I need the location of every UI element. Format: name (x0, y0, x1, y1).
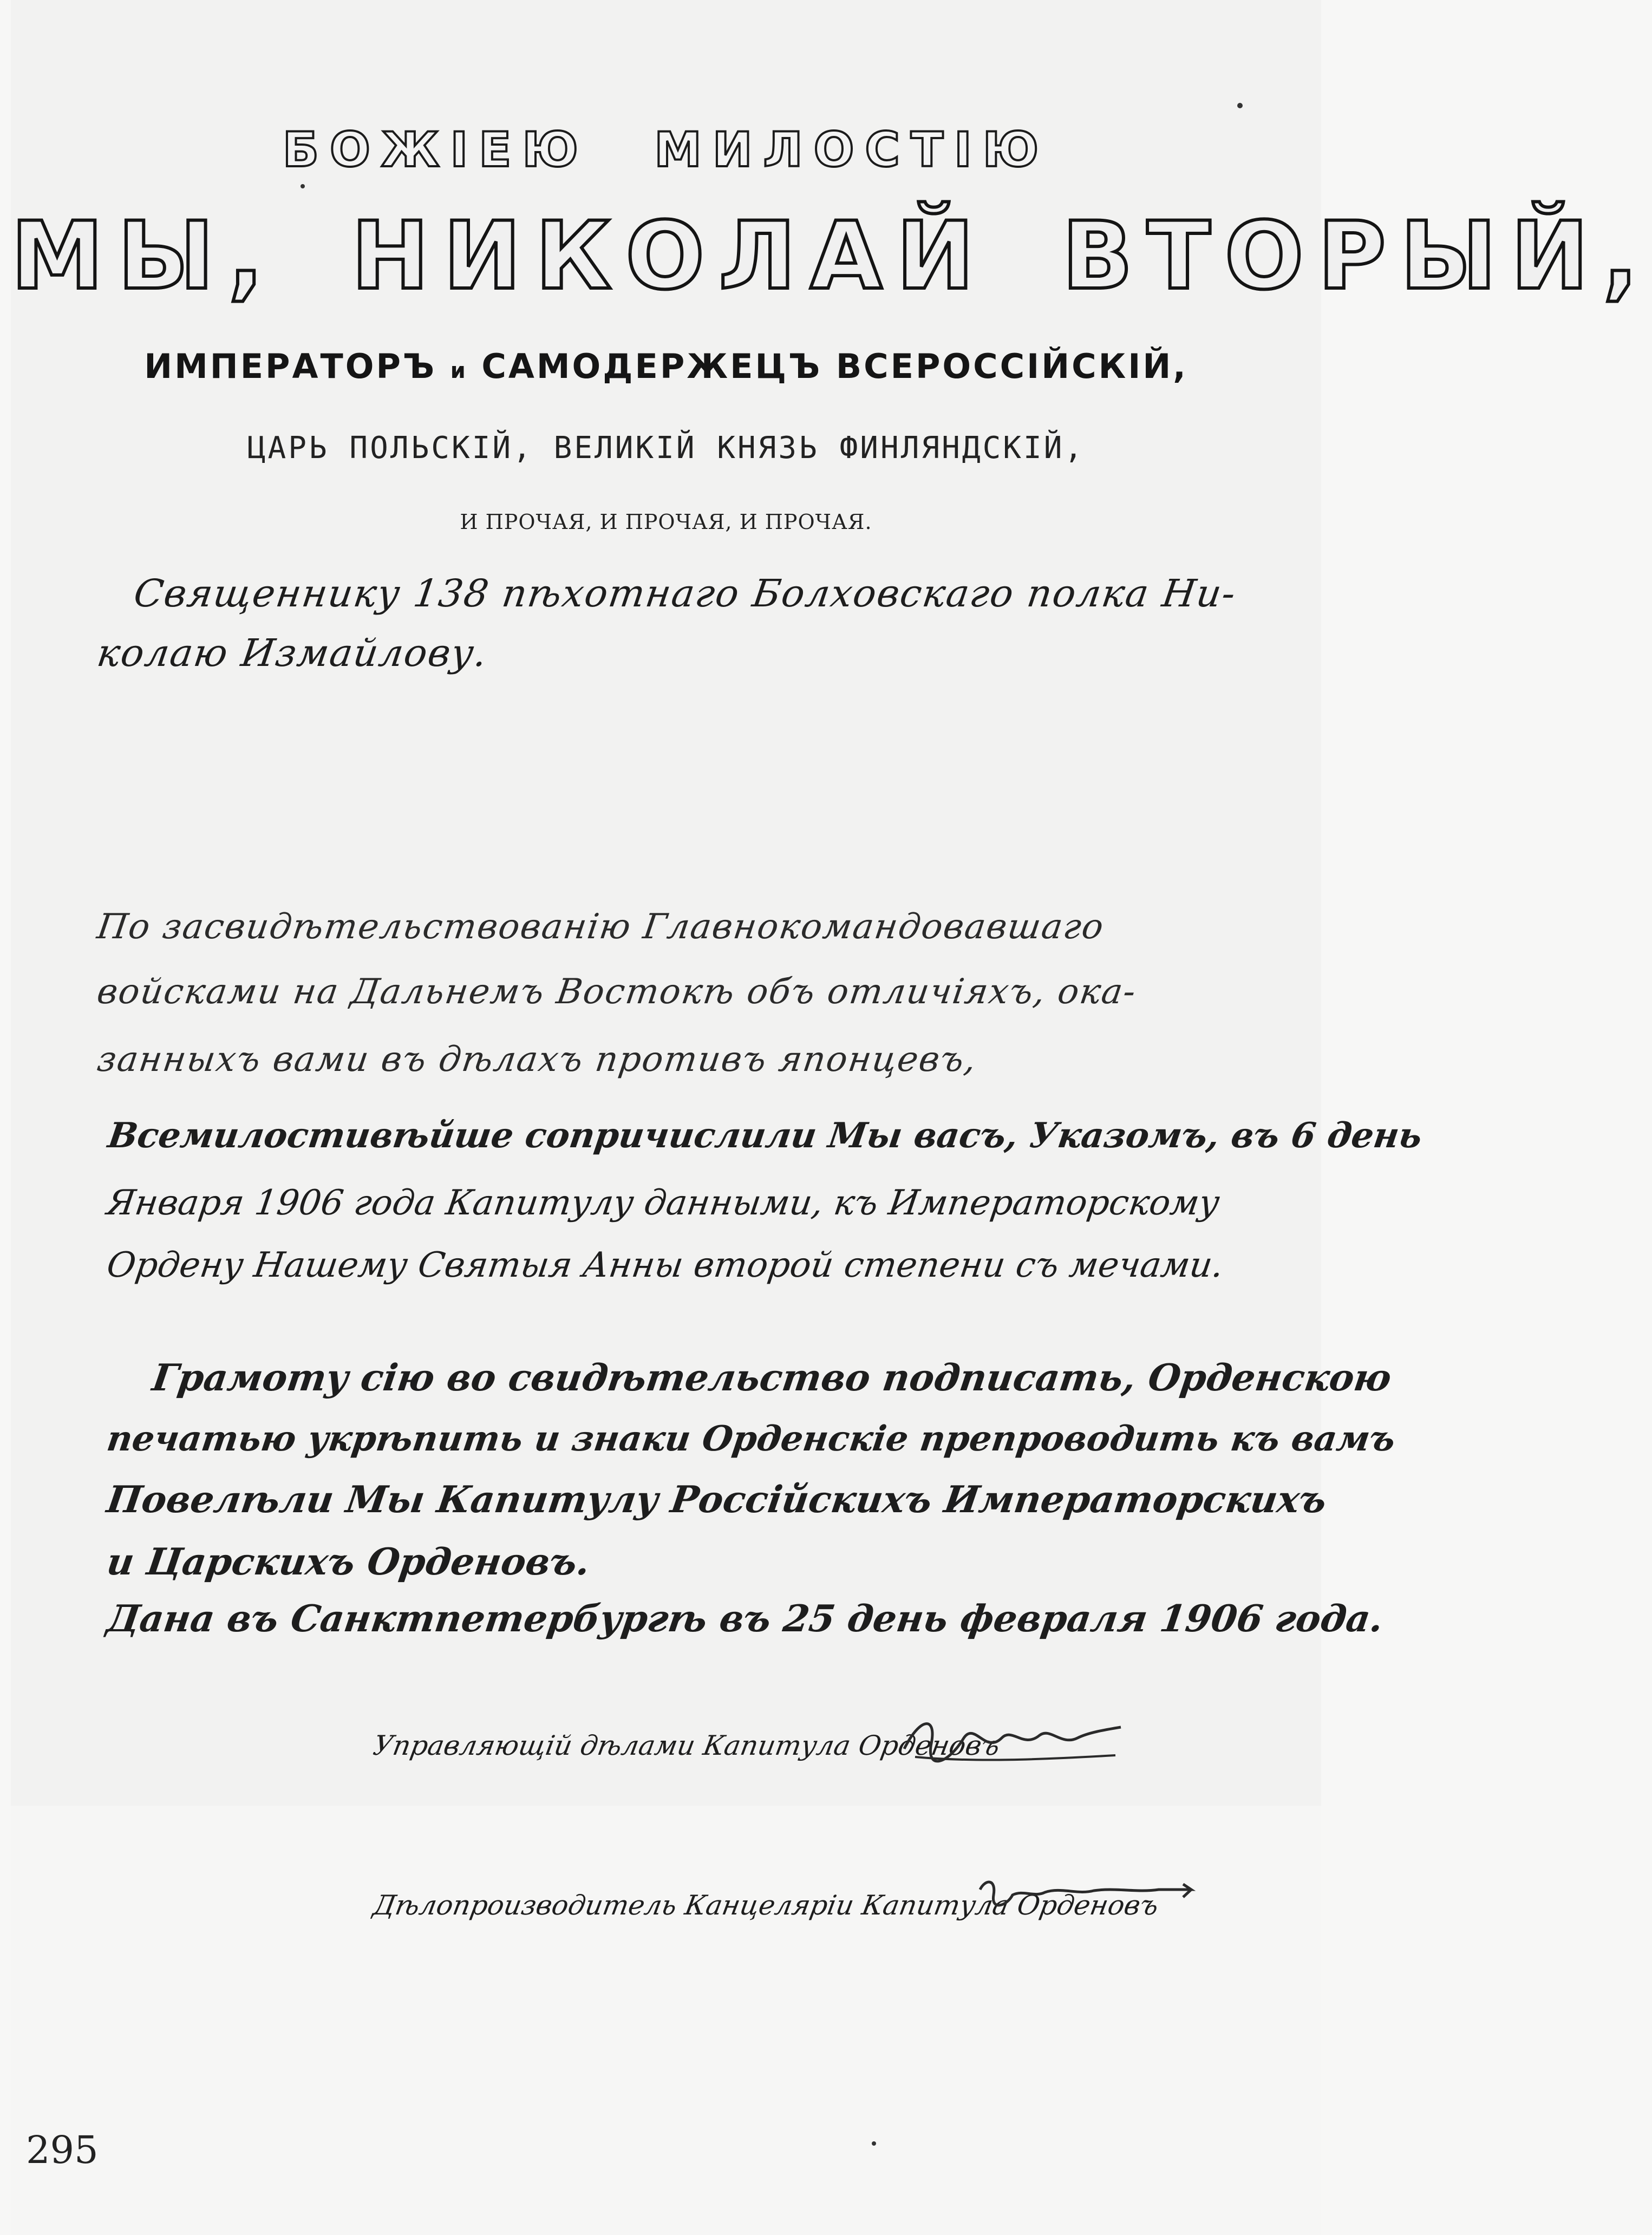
paper-speck (1237, 103, 1243, 108)
signature-label-clerk: Дѣлопроизводитель Канцеляріи Капитула Орденовъ (370, 1890, 1161, 1921)
body-line: Января 1906 года Капитулу данными, къ Императорскому (104, 1183, 1222, 1223)
paper-speck (872, 2141, 876, 2146)
heading-etc: И ПРОЧАЯ, И ПРОЧАЯ, И ПРОЧАЯ. (460, 510, 872, 534)
signature-label-director: Управляющій дѣлами Капитула Орденовъ (370, 1730, 1003, 1761)
body-line: Повелѣли Мы Капитулу Россійскихъ Императорскихъ (104, 1478, 1329, 1521)
body-line: Всемилостивѣйше сопричислили Мы васъ, Указомъ, въ 6 день (105, 1115, 1425, 1156)
document-sheet (11, 0, 1652, 2235)
paper-speck (301, 184, 305, 188)
page-number: 295 (26, 2128, 99, 2172)
heading-emperor-name: МЫ, НИКОЛАЙ ВТОРЫЙ, (11, 201, 1652, 310)
addressee-line-1: Священнику 138 пѣхотнаго Болховскаго полка Ни- (131, 571, 1239, 616)
body-line: занныхъ вами въ дѣлахъ противъ японцевъ, (94, 1040, 980, 1080)
body-line: По засвидѣтельствованію Главнокомандовавшаго (94, 907, 1107, 947)
body-line: печатью укрѣпить и знаки Орденскіе препроводить къ вамъ (104, 1419, 1398, 1459)
title-part-autocrat: САМОДЕРЖЕЦЪ ВСЕРОССІЙСКІЙ, (481, 347, 1188, 386)
title-part-emperor: ИМПЕРАТОРЪ (144, 347, 437, 386)
heading-tsar-of-poland: ЦАРЬ ПОЛЬСКІЙ, ВЕЛИКІЙ КНЯЗЬ ФИНЛЯНДСКІЙ, (247, 430, 1085, 466)
title-part-and: и (450, 358, 468, 383)
handwritten-signature-director (899, 1705, 1126, 1770)
body-line: и Царскихъ Орденовъ. (104, 1540, 593, 1584)
body-line: Грамоту сію во свидѣтельство подписать, Орденскою (149, 1356, 1394, 1400)
handwritten-signature-clerk (975, 1873, 1213, 1917)
addressee-line-2: колаю Измайлову. (94, 631, 491, 675)
body-line: Ордену Нашему Святыя Анны второй степени съ мечами. (104, 1245, 1226, 1285)
heading-by-gods-grace: БОЖІЕЮ МИЛОСТІЮ (282, 122, 1050, 178)
heading-emperor-title (11, 347, 1321, 386)
body-line: Дана въ Санктпетербургѣ въ 25 день февраля 1906 года. (104, 1597, 1386, 1641)
lower-paper-band (11, 1806, 1321, 2235)
body-line: войсками на Дальнемъ Востокѣ объ отличіяхъ, ока- (94, 972, 1139, 1012)
